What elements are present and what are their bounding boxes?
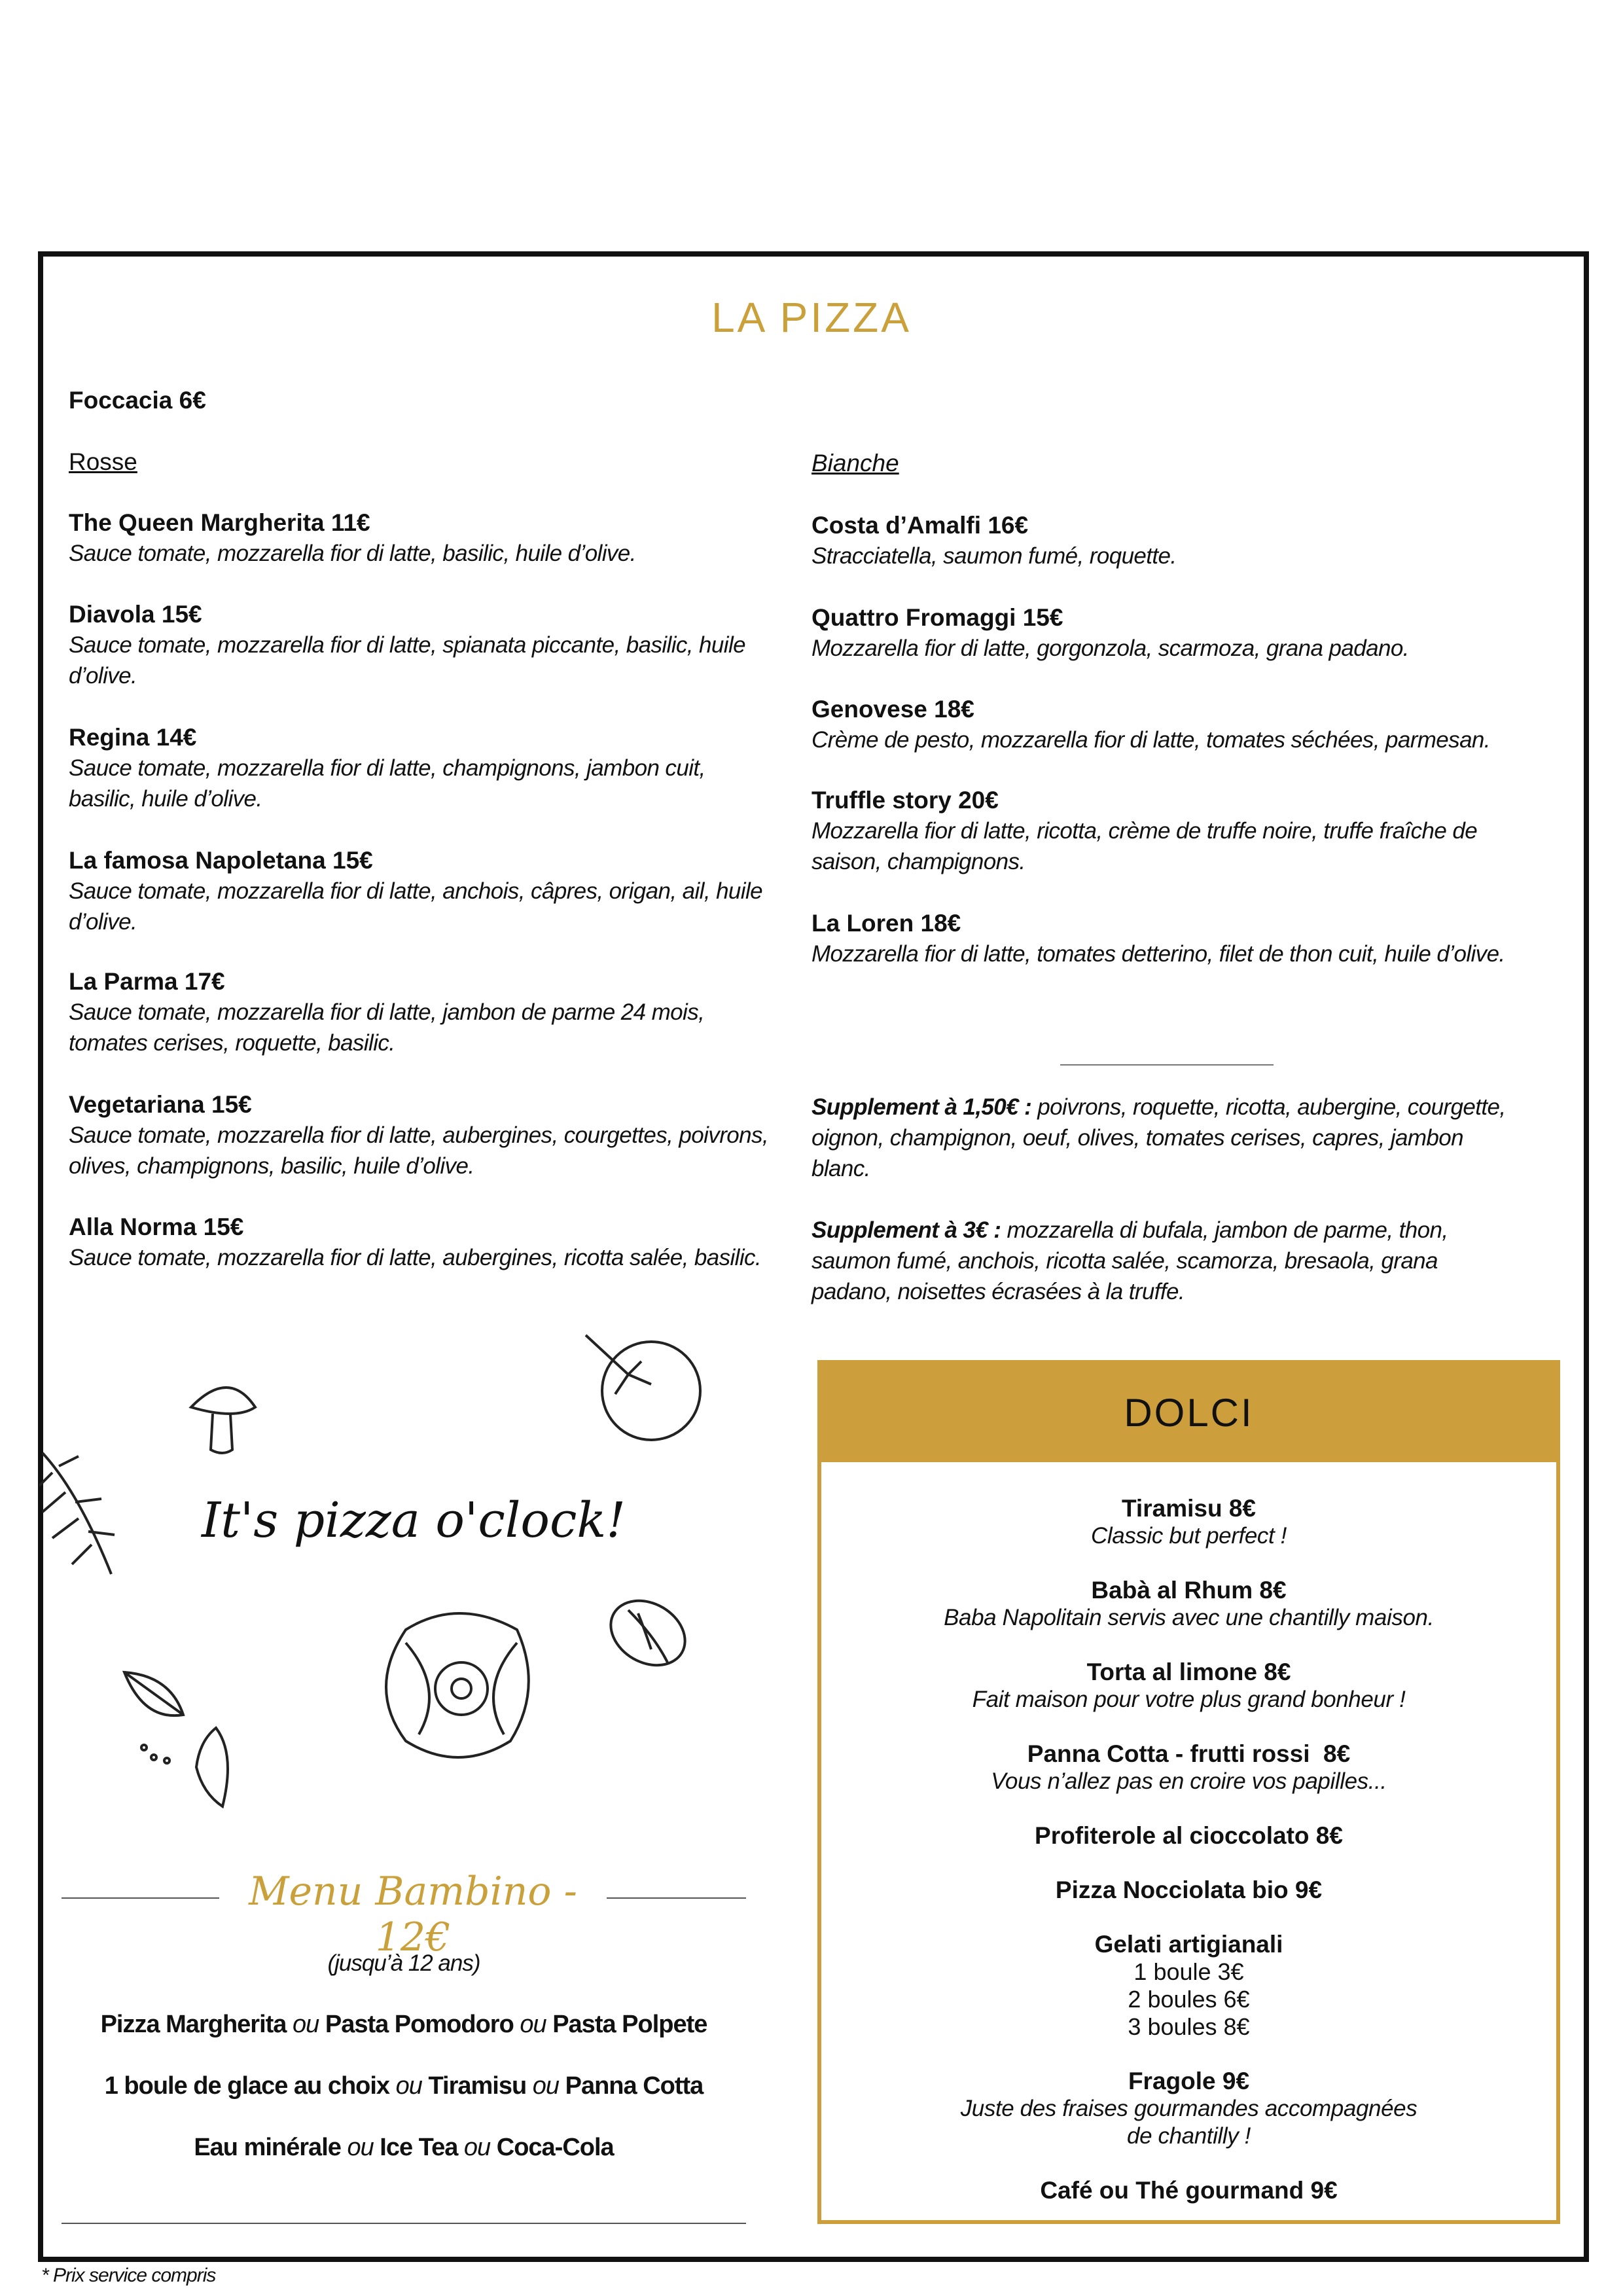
- or-word: ou: [532, 2072, 560, 2100]
- bambino-heading: Menu Bambino - 12€: [249, 1869, 577, 1960]
- garlic-clove-icon: [141, 1728, 228, 1806]
- item-desc: Stracciatella, saumon fumé, roquette.: [812, 543, 1177, 569]
- item-name: Diavola 15€: [69, 601, 202, 628]
- dessert-name: Panna Cotta - frutti rossi 8€: [1027, 1740, 1351, 1767]
- supplement-1: [812, 1092, 1518, 1184]
- dessert-name: Torta al limone 8€: [1086, 1659, 1291, 1685]
- dolci-title: DOLCI: [821, 1364, 1556, 1462]
- gelato-option: 2 boules 6€: [1128, 1986, 1250, 2013]
- supplement-label: Supplement à 1,50€ :: [812, 1094, 1032, 1120]
- bambino-choice-main: [62, 2011, 746, 2039]
- item-desc: Mozzarella fior di latte, gorgonzola, scarmoza, grana padano.: [812, 636, 1409, 661]
- supplement-text: mozzarella di bufala, jambon de parme, thon, saumon fumé, anchois, ricotta salée, scamorza, bresaola, grana padano, noisettes écrasées à la truffe.: [812, 1217, 1448, 1304]
- option: Ice Tea: [380, 2134, 458, 2161]
- page-title: LA PIZZA: [711, 294, 912, 341]
- item-name: Alla Norma 15€: [69, 1213, 244, 1240]
- dessert-desc: Vous n’allez pas en croire vos papilles...: [991, 1768, 1387, 1794]
- divider: [62, 1897, 219, 1899]
- food-illustrations: [39, 1322, 746, 1820]
- dessert-name: Café ou Thé gourmand 9€: [1040, 2177, 1338, 2204]
- option: Panna Cotta: [565, 2072, 704, 2100]
- dessert-desc: de chantilly !: [1127, 2123, 1251, 2149]
- item-name: La Loren 18€: [812, 910, 961, 937]
- item-name: Truffle story 20€: [812, 787, 999, 814]
- supplement-text: poivrons, roquette, ricotta, aubergine, courgette, oignon, champignon, oeuf, olives, tomates cerises, capres, jambon blanc.: [812, 1094, 1506, 1181]
- mushroom-icon: [191, 1388, 255, 1453]
- option: 1 boule de glace au choix: [104, 2072, 390, 2100]
- rosse-item: [69, 1211, 776, 1273]
- item-desc: Sauce tomate, mozzarella fior di latte, spianata piccante, basilic, huile d’olive.: [69, 632, 745, 689]
- supplement-label: Supplement à 3€ :: [812, 1217, 1001, 1243]
- item-desc: Sauce tomate, mozzarella fior di latte, aubergines, courgettes, poivrons, olives, champignons, basilic, huile d’olive.: [69, 1122, 769, 1179]
- rosse-item: [69, 966, 776, 1058]
- item-name: La Parma 17€: [69, 968, 225, 995]
- item-desc: Sauce tomate, mozzarella fior di latte, aubergines, ricotta salée, basilic.: [69, 1245, 762, 1270]
- option: Pizza Margherita: [100, 2011, 287, 2038]
- item-desc: Sauce tomate, mozzarella fior di latte, basilic, huile d’olive.: [69, 541, 636, 566]
- gelato-option: 1 boule 3€: [1133, 1958, 1244, 1985]
- divider: [1060, 1064, 1274, 1066]
- rosse-item: [69, 599, 776, 691]
- dessert-name: Profiterole al cioccolato 8€: [1035, 1822, 1343, 1849]
- dessert-desc: Fait maison pour votre plus grand bonheur !: [972, 1687, 1406, 1712]
- bianche-item: [812, 785, 1518, 877]
- rosse-item: [69, 845, 776, 937]
- bianche-item: [812, 602, 1518, 664]
- dill-icon: [39, 1453, 115, 1574]
- bianche-item: [812, 694, 1518, 755]
- dessert-desc: Classic but perfect !: [1091, 1523, 1287, 1549]
- section-rosse: Rosse: [69, 448, 137, 475]
- basil-leaf-icon: [124, 1672, 183, 1715]
- supplement-2: [812, 1215, 1518, 1307]
- dessert-name: Babà al Rhum 8€: [1091, 1577, 1287, 1604]
- bianche-item: [812, 510, 1518, 571]
- section-bianche: Bianche: [812, 450, 899, 476]
- rosse-item: [69, 722, 776, 814]
- item-name: Costa d’Amalfi 16€: [812, 512, 1029, 539]
- option: Coca-Cola: [496, 2134, 614, 2161]
- divider: [607, 1897, 746, 1899]
- dolci-box: [817, 1360, 1560, 2224]
- foccacia-item: Foccacia 6€: [69, 387, 206, 414]
- item-desc: Sauce tomate, mozzarella fior di latte, champignons, jambon cuit, basilic, huile d’olive.: [69, 755, 705, 812]
- rosse-item: [69, 507, 776, 569]
- footnote: * Prix service compris: [41, 2265, 216, 2286]
- item-name: Vegetariana 15€: [69, 1091, 252, 1118]
- option: Tiramisu: [428, 2072, 527, 2100]
- or-word: ou: [395, 2072, 422, 2100]
- or-word: ou: [347, 2134, 374, 2161]
- or-word: ou: [463, 2134, 491, 2161]
- bianche-item: [812, 908, 1518, 969]
- bambino-age: (jusqu’à 12 ans): [327, 1950, 480, 1976]
- dessert-desc: Juste des fraises gourmandes accompagnées: [960, 2096, 1418, 2121]
- item-name: The Queen Margherita 11€: [69, 509, 370, 536]
- item-desc: Sauce tomate, mozzarella fior di latte, anchois, câpres, origan, ail, huile d’olive.: [69, 878, 763, 935]
- or-word: ou: [293, 2011, 319, 2038]
- item-desc: Mozzarella fior di latte, tomates detterino, filet de thon cuit, huile d’olive.: [812, 941, 1505, 967]
- rosse-item: [69, 1089, 776, 1181]
- option: Pasta Polpete: [552, 2011, 707, 2038]
- dessert-name: Pizza Nocciolata bio 9€: [1055, 1876, 1323, 1903]
- tomato-icon: [586, 1335, 700, 1440]
- gelato-option: 3 boules 8€: [1128, 2013, 1250, 2040]
- item-desc: Sauce tomate, mozzarella fior di latte, jambon de parme 24 mois, tomates cerises, roquette, basilic.: [69, 999, 705, 1056]
- bambino-choice-drink: [62, 2134, 746, 2162]
- dessert-desc: Baba Napolitain servis avec une chantilly maison.: [944, 1605, 1434, 1630]
- item-name: Regina 14€: [69, 724, 197, 751]
- bell-pepper-icon: [386, 1613, 529, 1757]
- or-word: ou: [520, 2011, 546, 2038]
- item-desc: Crème de pesto, mozzarella fior di latte, tomates séchées, parmesan.: [812, 727, 1490, 753]
- bambino-choice-dessert: [62, 2072, 746, 2100]
- dolci-list: [821, 1495, 1556, 2204]
- dessert-name: Gelati artigianali: [1094, 1931, 1283, 1958]
- option: Pasta Pomodoro: [325, 2011, 514, 2038]
- option: Eau minérale: [194, 2134, 341, 2161]
- dessert-name: Tiramisu 8€: [1122, 1495, 1256, 1522]
- garlic-icon: [599, 1588, 697, 1678]
- divider: [62, 2223, 746, 2224]
- dessert-name: Fragole 9€: [1128, 2068, 1250, 2094]
- item-desc: Mozzarella fior di latte, ricotta, crème de truffe noire, truffe fraîche de saison, champignons.: [812, 818, 1478, 874]
- slogan: It's pizza o'clock!: [201, 1492, 626, 1549]
- item-name: La famosa Napoletana 15€: [69, 847, 373, 874]
- item-name: Quattro Fromaggi 15€: [812, 604, 1063, 631]
- item-name: Genovese 18€: [812, 696, 974, 723]
